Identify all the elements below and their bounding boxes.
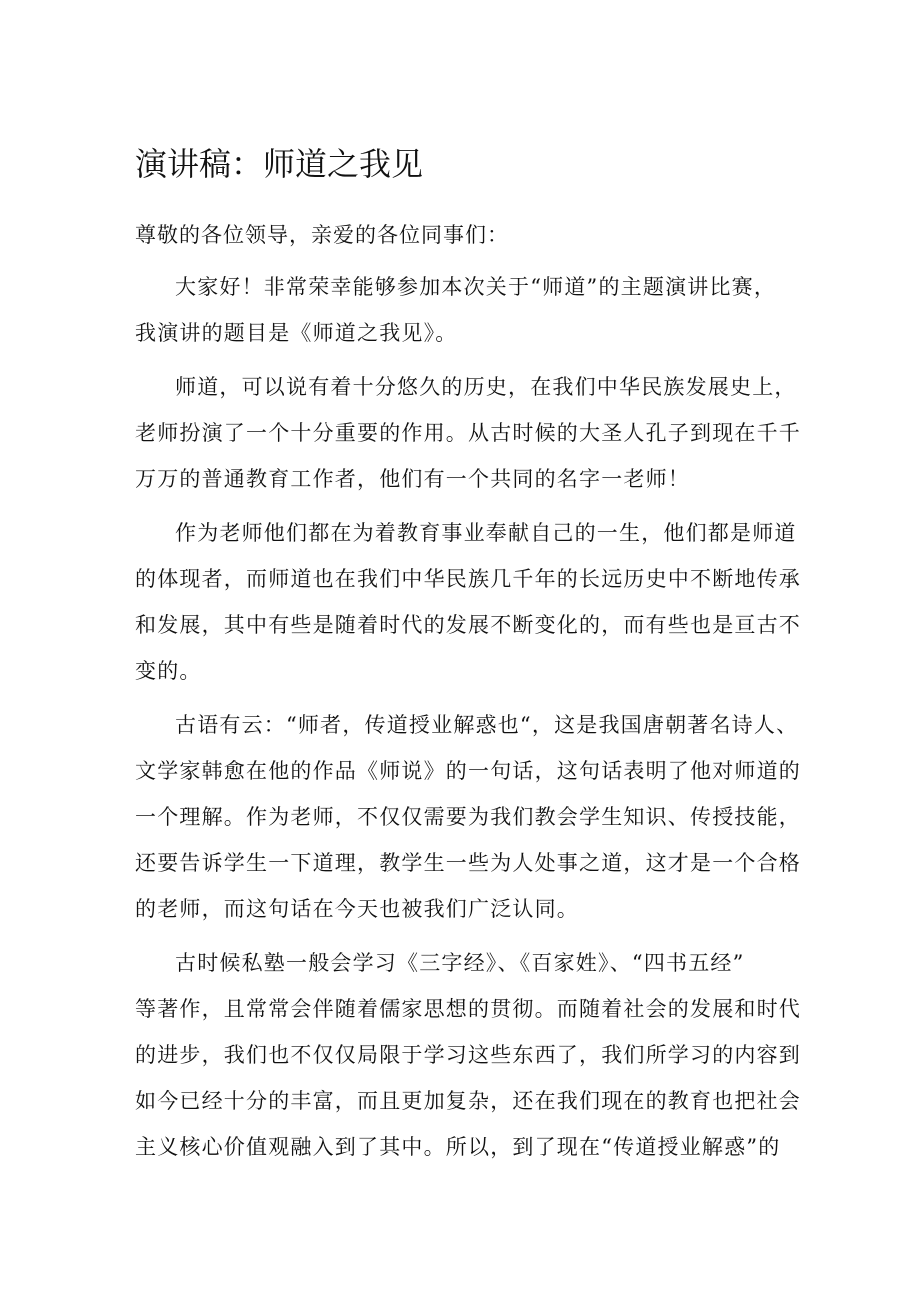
paragraph-line: 师道，可以说有着十分悠久的历史，在我们中华民族发展史上，: [175, 375, 797, 399]
paragraph: [135, 702, 801, 932]
document-page: [135, 138, 801, 1178]
paragraph-line: 还要告诉学生一下道理，教学生一些为人处事之道，这才是一个合格: [135, 851, 801, 875]
paragraph-line: 作为老师他们都在为着教育事业奉献自己的一生，他们都是师道: [175, 521, 797, 545]
paragraph: [135, 364, 801, 502]
paragraph-line: 古时候私塾一般会学习《三字经》、《百家姓》、“四书五经”: [175, 951, 745, 975]
paragraph-line: 大家好！非常荣幸能够参加本次关于“师道”的主题演讲比赛，: [175, 275, 777, 299]
paragraph-line: 变的。: [135, 659, 202, 683]
paragraph-line: 的进步，我们也不仅仅局限于学习这些东西了，我们所学习的内容到: [135, 1043, 801, 1067]
paragraph-line: 等著作，且常常会伴随着儒家思想的贯彻。而随着社会的发展和时代: [135, 997, 801, 1021]
paragraph-line: 主义核心价值观融入到了其中。所以，到了现在“传道授业解惑”的: [135, 1135, 781, 1159]
paragraph: [135, 940, 801, 1170]
paragraph-line: 的老师，而这句话在今天也被我们广泛认同。: [135, 897, 579, 921]
document-body: [135, 264, 801, 1170]
paragraph-line: 一个理解。作为老师，不仅仅需要为我们教会学生知识、传授技能，: [135, 805, 801, 829]
paragraph-line: 老师扮演了一个十分重要的作用。从古时候的大圣人孔子到现在千千: [135, 421, 801, 445]
paragraph-line: 的体现者，而师道也在我们中华民族几千年的长远历史中不断地传承: [135, 567, 801, 591]
paragraph-line: 和发展，其中有些是随着时代的发展不断变化的，而有些也是亘古不: [135, 613, 801, 637]
paragraph-line: 万万的普通教育工作者，他们有一个共同的名字一老师！: [135, 467, 690, 491]
greeting-line: 尊敬的各位领导，亲爱的各位同事们：: [135, 223, 509, 247]
paragraph-line: 文学家韩愈在他的作品《师说》的一句话，这句话表明了他对师道的: [135, 759, 801, 783]
paragraph-line: 古语有云：“师者，传道授业解惑也“，这是我国唐朝著名诗人、: [175, 713, 799, 737]
paragraph-line: 我演讲的题目是《师道之我见》。: [135, 321, 458, 345]
paragraph: [135, 510, 801, 694]
document-title: 演讲稿：师道之我见: [135, 145, 424, 183]
paragraph: [135, 264, 785, 356]
paragraph-line: 如今已经十分的丰富，而且更加复杂，还在我们现在的教育也把社会: [135, 1089, 801, 1113]
